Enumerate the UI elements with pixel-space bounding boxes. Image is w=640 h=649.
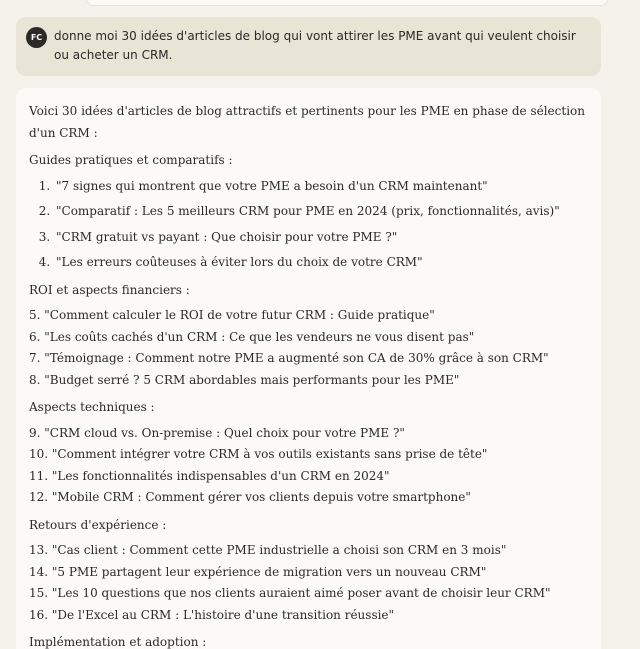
- list-item: 5. "Comment calculer le ROI de votre futur CRM : Guide pratique": [29, 308, 435, 322]
- guides-list: [29, 176, 589, 274]
- list-item: 16. "De l'Excel au CRM : L'histoire d'une transition réussie": [29, 607, 395, 622]
- technical-list: [29, 423, 589, 509]
- list-item: 2. "Comparatif : Les 5 meilleurs CRM pour PME en 2024 (prix, fonctionnalités, avis)": [54, 201, 589, 223]
- user-message-text: donne moi 30 idées d'articles de blog qui vont attirer les PME avant qui veulent choisir ou acheter un CRM.: [54, 29, 576, 62]
- section-heading-guides: Guides pratiques et comparatifs :: [29, 153, 233, 167]
- section-heading-implementation: Implémentation et adoption :: [29, 635, 207, 649]
- feedback-list: [29, 540, 589, 626]
- section-heading-feedback: Retours d'expérience :: [29, 517, 167, 532]
- list-item: 15. "Les 10 questions que nos clients auraient aimé poser avant de choisir leur CRM": [29, 586, 551, 600]
- assistant-message: [16, 88, 601, 649]
- list-item: 8. "Budget serré ? 5 CRM abordables mais performants pour les PME": [29, 372, 460, 387]
- section-heading-technical: Aspects techniques :: [29, 400, 155, 414]
- list-item: 13. "Cas client : Comment cette PME industrielle a choisi son CRM en 3 mois": [29, 543, 507, 557]
- user-message: [16, 17, 601, 76]
- previous-element-edge: [86, 0, 608, 6]
- list-item: 14. "5 PME partagent leur expérience de migration vers un nouveau CRM": [29, 564, 487, 579]
- list-item: 3. "CRM gratuit vs payant : Que choisir pour votre PME ?": [54, 227, 589, 249]
- section-heading-roi: ROI et aspects financiers :: [29, 282, 190, 297]
- list-item: 10. "Comment intégrer votre CRM à vos outils existants sans prise de tête": [29, 447, 488, 461]
- list-item: 11. "Les fonctionnalités indispensables d'un CRM en 2024": [29, 468, 390, 483]
- list-item: 1. "7 signes qui montrent que votre PME a besoin d'un CRM maintenant": [54, 176, 589, 198]
- list-item: 9. "CRM cloud vs. On-premise : Quel choix pour votre PME ?": [29, 425, 405, 440]
- roi-list: [29, 305, 589, 391]
- assistant-intro: Voici 30 idées d'articles de blog attractifs et pertinents pour les PME en phase de sélection d'un CRM :: [29, 104, 585, 140]
- assistant-message-content: [29, 101, 589, 649]
- list-item: 12. "Mobile CRM : Comment gérer vos clients depuis votre smartphone": [29, 490, 471, 504]
- list-item: 4. "Les erreurs coûteuses à éviter lors du choix de votre CRM": [54, 252, 589, 274]
- list-item: 7. "Témoignage : Comment notre PME a augmenté son CA de 30% grâce à son CRM": [29, 351, 549, 365]
- user-avatar: FC: [26, 27, 47, 48]
- list-item: 6. "Les coûts cachés d'un CRM : Ce que les vendeurs ne vous disent pas": [29, 329, 475, 344]
